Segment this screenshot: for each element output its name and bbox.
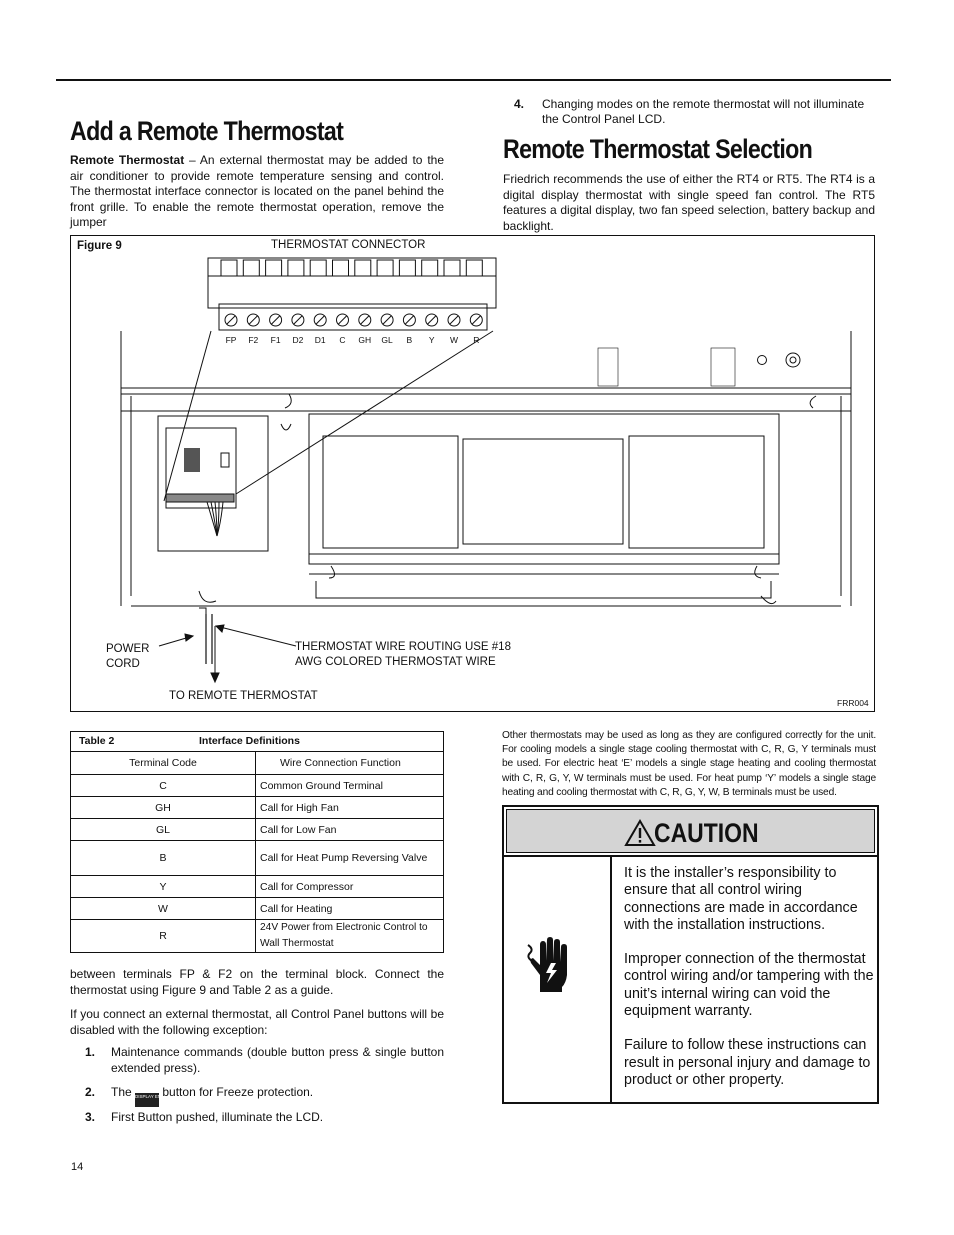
connector-title: THERMOSTAT CONNECTOR [271, 239, 426, 251]
terminal-label: C [339, 335, 346, 345]
terminal-code-cell: W [71, 898, 256, 920]
list-num-1: 1. [85, 1045, 96, 1059]
terminal-code-cell: Y [71, 876, 256, 898]
electric-shock-hand-icon [526, 935, 574, 993]
heading-add-remote-thermostat: Add a Remote Thermostat [70, 116, 344, 146]
caution-title: CAUTION [654, 818, 759, 848]
connector-tab [243, 260, 259, 276]
terminal-screw-slot [272, 316, 280, 324]
terminal-label: FP [225, 335, 237, 345]
list-text-1: Maintenance commands (double button press & single button extended press). [111, 1045, 444, 1075]
figure-label: Figure 9 [77, 240, 122, 252]
table-title-row [71, 732, 444, 752]
caution-p1: It is the installer’s responsibility to ensure that all control wiring connections are made in accordance with the installation instructions. [624, 865, 858, 933]
terminal-code-cell: R [71, 920, 256, 953]
routing-line1: THERMOSTAT WIRE ROUTING USE #18 [295, 641, 511, 653]
intro-paragraph [70, 153, 444, 231]
table-row [71, 898, 444, 920]
intro-rest: – An external thermostat may be added to the air conditioner to provide remote temperature sensing and control. The thermostat interface connector is located on the panel behind the front grille. To enable the remote thermostat operation, remove the jumper [70, 153, 444, 230]
figure-9-drawing [71, 236, 873, 710]
terminal-screw-slot [361, 316, 369, 324]
col-wire-function: Wire Connection Function [256, 752, 444, 775]
wire-function-cell: Call for High Fan [256, 797, 444, 819]
terminal-screw-slot [383, 316, 391, 324]
table-row [71, 876, 444, 898]
list-text-3: First Button pushed, illuminate the LCD. [111, 1110, 324, 1124]
terminal-code-cell: C [71, 775, 256, 797]
table-row [71, 797, 444, 819]
top-rule [56, 79, 891, 81]
connector-tab [310, 260, 326, 276]
terminal-screw-slot [249, 316, 257, 324]
list-num-4: 4. [514, 97, 525, 111]
interface-definitions-table [70, 731, 444, 953]
connector-tab [466, 260, 482, 276]
table-row [71, 920, 444, 953]
table-label: Table 2 [79, 735, 115, 747]
routing-label [295, 640, 511, 670]
caution-box [502, 805, 879, 1104]
terminal-label: D1 [314, 335, 326, 345]
figure-code: FRR004 [837, 698, 869, 708]
list-text-2-post: button for Freeze protection. [162, 1085, 314, 1099]
to-remote-label: TO REMOTE THERMOSTAT [169, 690, 318, 702]
terminal-screw-slot [316, 316, 324, 324]
terminal-screw-slot [294, 316, 302, 324]
power-cord-label [106, 642, 149, 672]
warning-triangle-icon [624, 819, 656, 847]
terminal-code-cell: B [71, 841, 256, 876]
list-num-2: 2. [85, 1085, 96, 1099]
terminal-label: Y [428, 335, 435, 345]
list-text-4: Changing modes on the remote thermostat will not illuminate the Control Panel LCD. [542, 97, 865, 126]
terminal-label: GL [381, 335, 393, 345]
list-num-3: 3. [85, 1110, 96, 1124]
caution-header-rule [504, 855, 879, 857]
power-cord-line2: CORD [106, 658, 140, 670]
caution-divider [610, 855, 612, 1102]
terminal-screw-slot [472, 316, 480, 324]
table-row [71, 819, 444, 841]
selection-paragraph: Friedrich recommends the use of either the RT4 or RT5. The RT4 is a digital display thermostat with single speed fan control. The RT5 features a digital display, two fan speed selection, battery backup and backlight. [503, 172, 875, 233]
caution-p2: Improper connection of the thermostat control wiring and/or tampering with the unit’s internal wiring can void the equipment warranty. [624, 951, 874, 1020]
terminal-labels [221, 335, 491, 347]
table-header-row [71, 752, 444, 775]
other-thermostats-paragraph: Other thermostats may be used as long as they are configured correctly for the unit. For cooling models a single stage cooling thermostat with C, R, G, Y terminals must be used. For electric heat ‘E’ models a single stage heating and cooling thermostat with C, R, G, Y, W terminals must be used. For heat pump ‘Y’ models a single stage heating and cooling thermostat with C, R, G, Y, W, B terminals must be used. [502, 730, 876, 798]
connector-tab [266, 260, 282, 276]
terminal-label: B [406, 335, 413, 345]
terminal-label: R [473, 335, 480, 345]
terminal-screw-slot [405, 316, 413, 324]
terminal-label: F1 [270, 335, 281, 345]
terminal-screw-slot [227, 316, 235, 324]
wire-function-cell: Call for Compressor [256, 876, 444, 898]
table-body [71, 775, 444, 953]
terminal-code-cell: GH [71, 797, 256, 819]
connector-tab [399, 260, 415, 276]
terminal-label: F2 [248, 335, 259, 345]
connector-tab [444, 260, 460, 276]
figure-9 [70, 235, 875, 712]
terminal-label: GH [358, 335, 372, 345]
terminal-code-cell: GL [71, 819, 256, 841]
terminal-screw-slot [450, 316, 458, 324]
connector-tab [422, 260, 438, 276]
table-title: Interface Definitions [199, 735, 300, 747]
col-terminal-code: Terminal Code [71, 752, 256, 775]
terminal-screw-slot [339, 316, 347, 324]
connector-tab [221, 260, 237, 276]
caution-text [624, 865, 874, 1106]
display-enter-button-icon: DISPLAY ENTER [135, 1093, 159, 1107]
terminal-label: D2 [292, 335, 304, 345]
list-text-2 [111, 1085, 313, 1107]
continued-paragraph: between terminals FP & F2 on the terminal block. Connect the thermostat using Figure 9 and Table 2 as a guide. [70, 967, 444, 997]
power-cord-line1: POWER [106, 643, 150, 655]
connector-tab [333, 260, 349, 276]
heading-remote-thermostat-selection: Remote Thermostat Selection [503, 134, 813, 164]
terminal-screw-slot [428, 316, 436, 324]
intro-bold: Remote Thermostat [70, 153, 185, 167]
connector-tab [288, 260, 304, 276]
exception-paragraph: If you connect an external thermostat, all Control Panel buttons will be disabled with the following exception: [70, 1007, 444, 1037]
connector-tab [377, 260, 393, 276]
terminal-label: W [449, 335, 459, 345]
wire-function-cell: Call for Low Fan [256, 819, 444, 841]
page-number: 14 [71, 1161, 84, 1173]
wire-function-cell: Common Ground Terminal [256, 775, 444, 797]
wire-function-cell: Call for Heat Pump Reversing Valve [256, 841, 444, 876]
routing-line2: AWG COLORED THERMOSTAT WIRE [295, 656, 496, 668]
wire-function-cell: Call for Heating [256, 898, 444, 920]
caution-p3: Failure to follow these instructions can result in personal injury and damage to product or other property. [624, 1037, 871, 1088]
list-text-2-pre: The [111, 1085, 132, 1099]
connector-tab [355, 260, 371, 276]
wire-function-cell: 24V Power from Electronic Control to Wall Thermostat [256, 920, 444, 953]
table-row [71, 775, 444, 797]
table-row [71, 841, 444, 876]
caution-header [506, 809, 875, 853]
